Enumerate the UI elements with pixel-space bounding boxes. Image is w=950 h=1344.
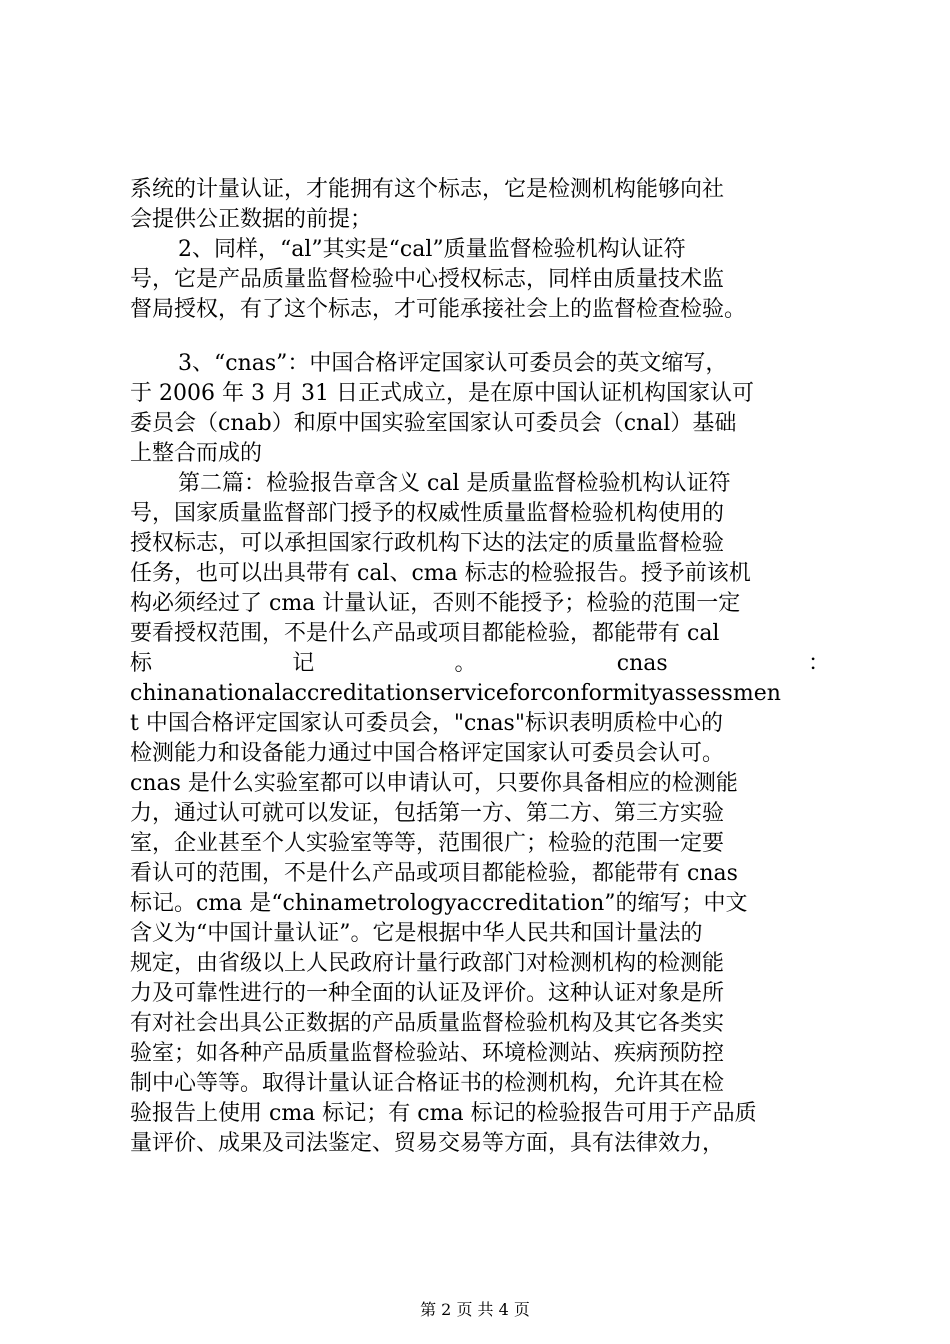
text-line: 要看授权范围，不是什么产品或项目都能检验，都能带有 cal	[130, 621, 720, 646]
spread-word: 标	[130, 651, 153, 676]
text-line: 号，它是产品质量监督检验中心授权标志，同样由质量技术监	[130, 267, 725, 292]
page-number-footer: 第 2 页 共 4 页	[420, 1300, 530, 1319]
text-line: 系统的计量认证，才能拥有这个标志，它是检测机构能够向社	[130, 177, 725, 202]
text-line: 量评价、成果及司法鉴定、贸易交易等方面，具有法律效力，	[130, 1131, 725, 1156]
blank-line	[130, 325, 830, 349]
spread-word: ：	[807, 651, 830, 676]
text-line: 看认可的范围，不是什么产品或项目都能检验，都能带有 cnas	[130, 861, 738, 886]
text-line: 力及可靠性进行的一种全面的认证及评价。这种认证对象是所	[130, 981, 725, 1006]
spread-word: 。	[454, 651, 477, 676]
section-heading-line: 第二篇：检验报告章含义 cal 是质量监督检验机构认证符	[178, 471, 731, 496]
document-body	[130, 175, 830, 1159]
text-line: 含义为“中国计量认证”。它是根据中华人民共和国计量法的	[130, 921, 703, 946]
text-line: 督局授权，有了这个标志，才可能承接社会上的监督检查检验。	[130, 297, 747, 322]
text-line: 验报告上使用 cma 标记；有 cma 标记的检验报告可用于产品质	[130, 1101, 757, 1126]
text-line: 有对社会出具公正数据的产品质量监督检验机构及其它各类实	[130, 1011, 725, 1036]
text-line: t 中国合格评定国家认可委员会，"cnas"标识表明质检中心的	[130, 711, 723, 736]
text-line: 标记。cma 是“chinametrologyaccreditation”的缩写；中文	[130, 891, 748, 916]
text-line: 委员会（cnab）和原中国实验室国家认可委员会（cnal）基础	[130, 411, 737, 436]
text-line: 3、“cnas”：中国合格评定国家认可委员会的英文缩写，	[178, 351, 728, 376]
text-line: 于 2006 年 3 月 31 日正式成立，是在原中国认证机构国家认可	[130, 381, 754, 406]
text-line: cnas 是什么实验室都可以申请认可，只要你具备相应的检测能	[130, 771, 738, 796]
spread-text-line	[130, 649, 830, 679]
text-line: 室，企业甚至个人实验室等等，范围很广；检验的范围一定要	[130, 831, 725, 856]
text-line: 制中心等等。取得计量认证合格证书的检测机构，允许其在检	[130, 1071, 725, 1096]
text-line: 构必须经过了 cma 计量认证，否则不能授予；检验的范围一定	[130, 591, 741, 616]
text-line: 2、同样，“al”其实是“cal”质量监督检验机构认证符	[178, 237, 686, 262]
text-line: 会提供公正数据的前提；	[130, 207, 373, 232]
text-line: 验室；如各种产品质量监督检验站、环境检测站、疾病预防控	[130, 1041, 725, 1066]
text-line: chinanationalaccreditationserviceforconformityassessmen	[130, 681, 781, 706]
text-line: 授权标志，可以承担国家行政机构下达的法定的质量监督检验	[130, 531, 725, 556]
text-line: 号，国家质量监督部门授予的权威性质量监督检验机构使用的	[130, 501, 725, 526]
text-line: 任务，也可以出具带有 cal、cma 标志的检验报告。授予前该机	[130, 561, 751, 586]
spread-word: 记	[292, 651, 315, 676]
text-line: 检测能力和设备能力通过中国合格评定国家认可委员会认可。	[130, 741, 725, 766]
text-line: 力，通过认可就可以发证，包括第一方、第二方、第三方实验	[130, 801, 725, 826]
text-line: 规定，由省级以上人民政府计量行政部门对检测机构的检测能	[130, 951, 725, 976]
spread-word: cnas	[616, 651, 668, 676]
text-line: 上整合而成的	[130, 441, 263, 466]
